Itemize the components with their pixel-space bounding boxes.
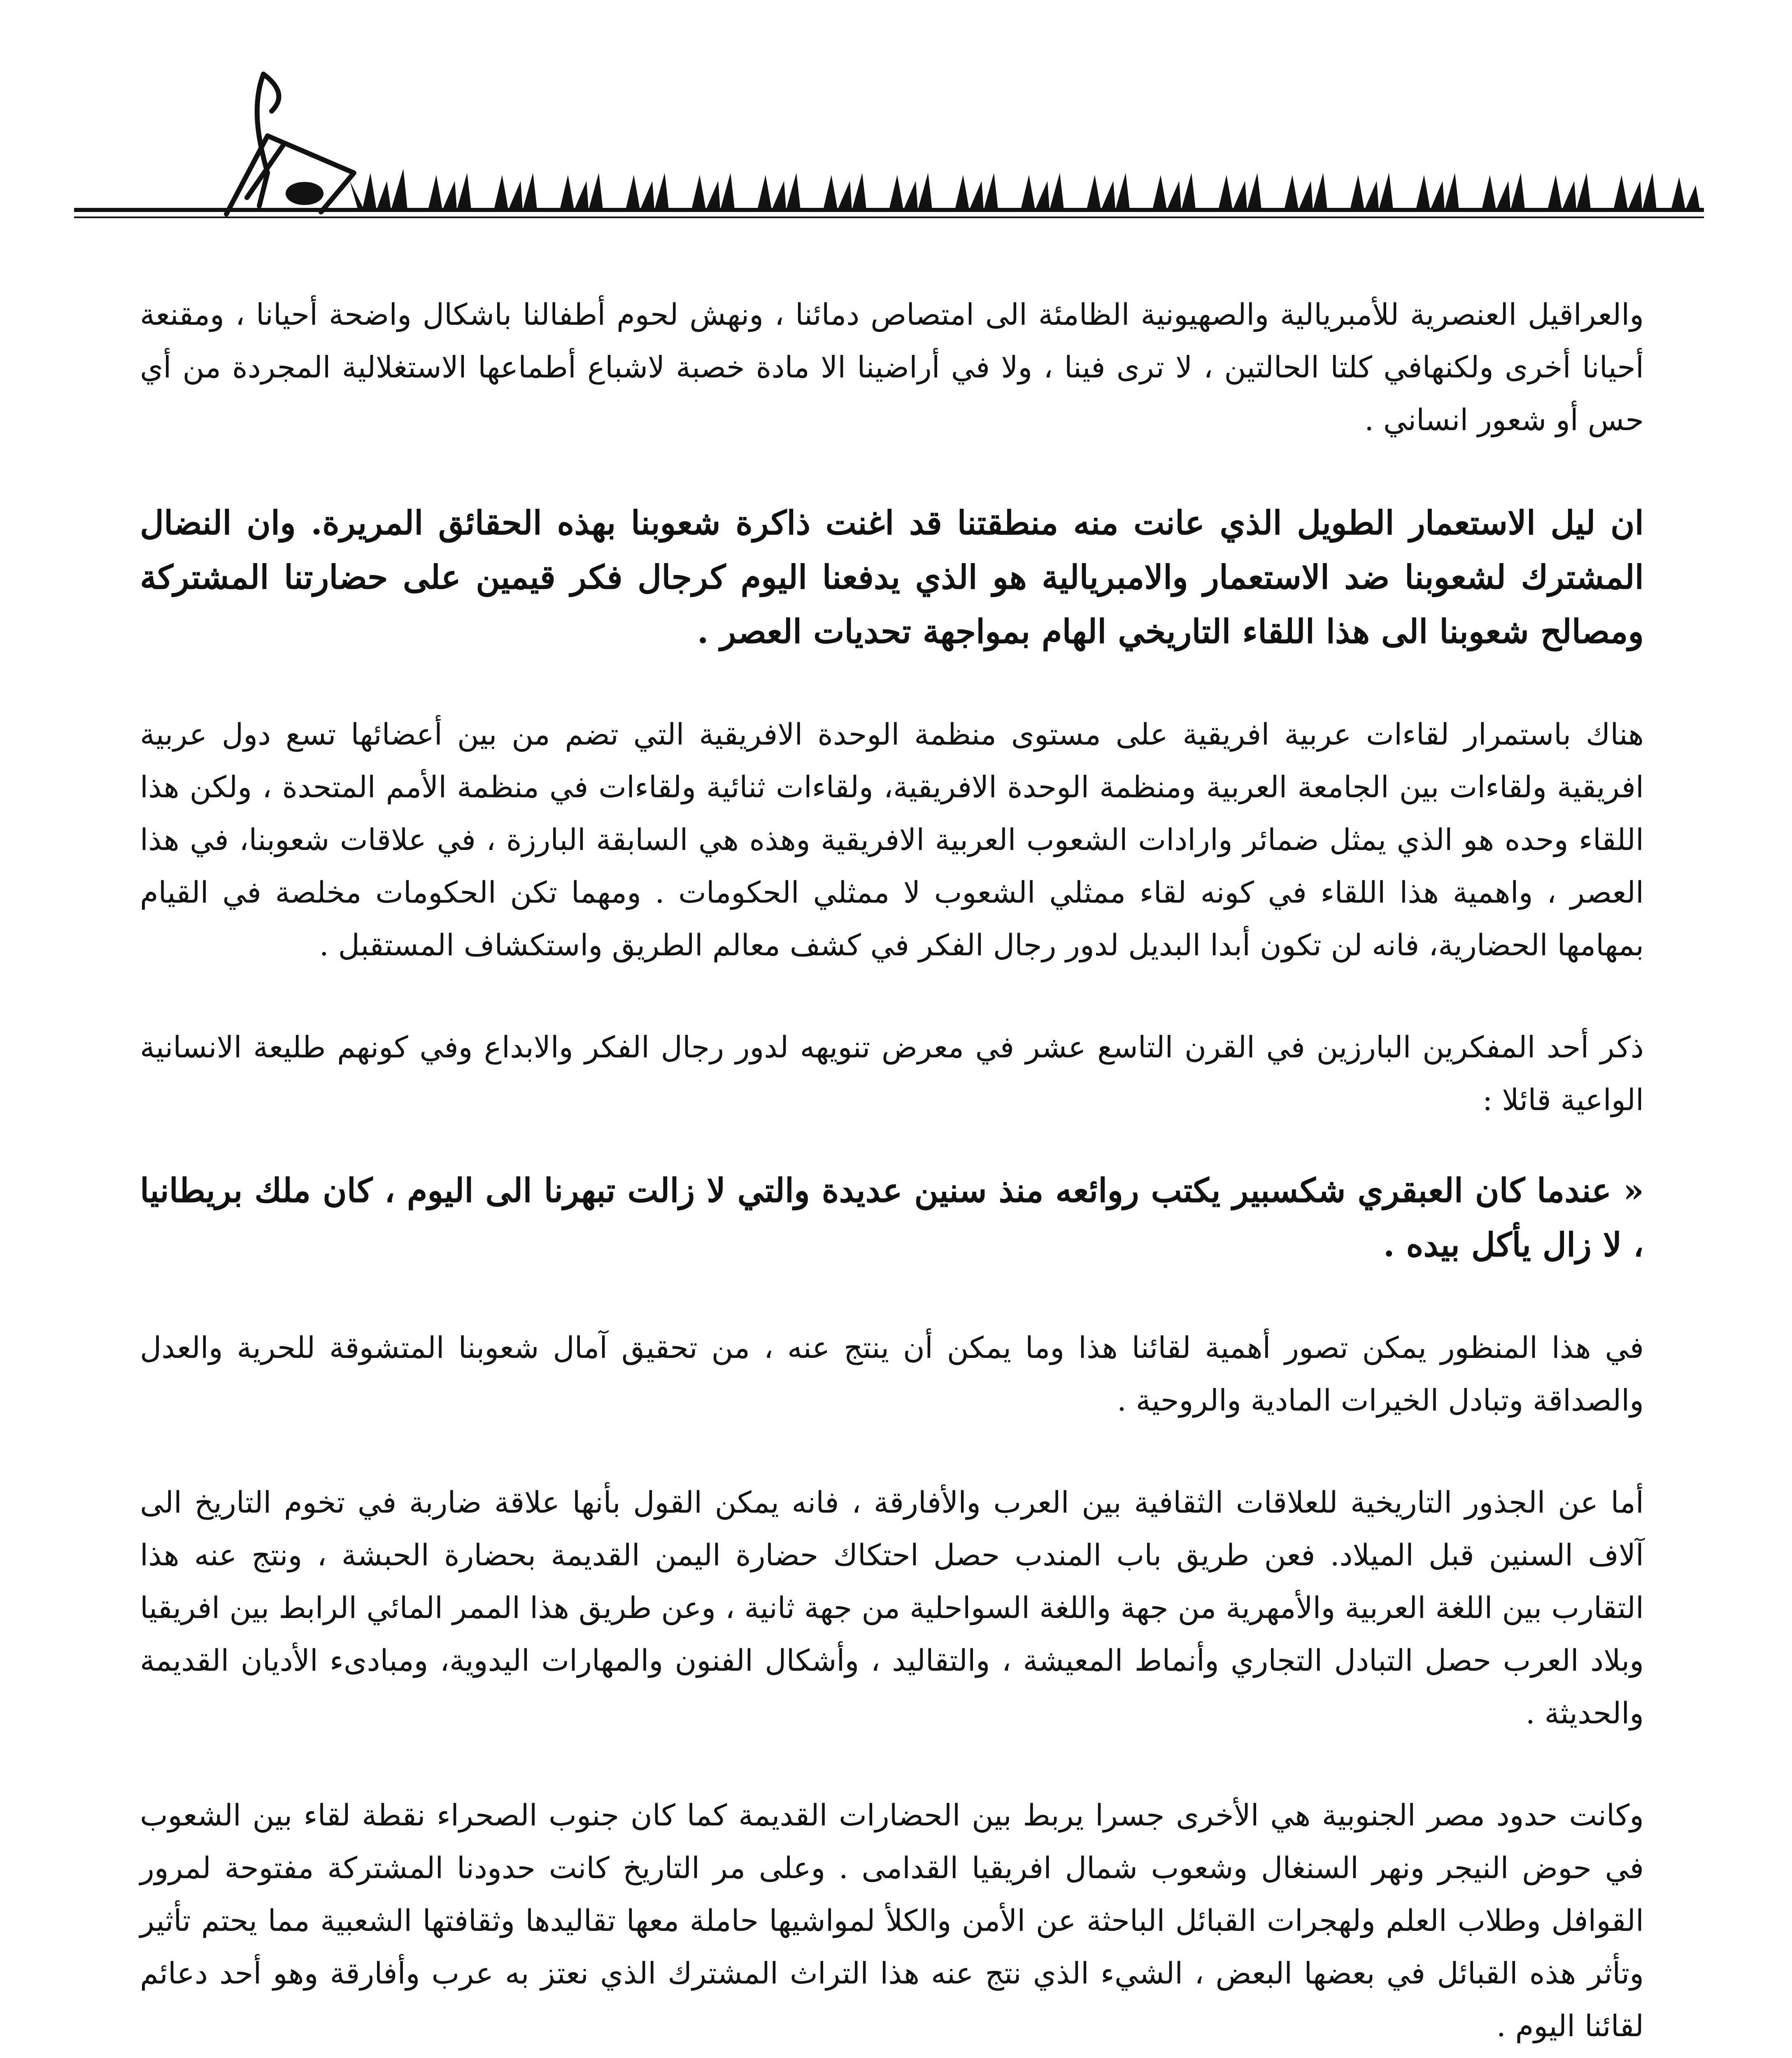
paragraph-4: ذكر أحد المفكرين البارزين في القرن التاسع عشر في معرض تنويهه لدور رجال الفكر والابداع وفي كونهم طليعة الانسانية الواعية قائلا : (140, 1030, 1644, 1117)
article-body (140, 288, 1644, 2058)
paragraph-3: هناك باستمرار لقاءات عربية افريقية على مستوى منظمة الوحدة الافريقية التي تضم من بين أعضائها تسع دول عربية افريقية ولقاءات بين الجامعة العربية ومنظمة الوحدة الافريقية، ولقاءات ثنائية ولقاءات في منظمة الأمم المتحدة ، ولكن هذا اللقاء وحده هو الذي يمثل ضمائر وارادات الشعوب العربية الافريقية وهذه هي السابقة البارزة ، في علاقات شعوبنا، في هذا العصر ، واهمية هذا اللقاء في كونه لقاء ممثلي الشعوب لا ممثلي الحكومات . ومهما تكن الحكومات مخلصة في القيام بمهامها الحضارية، فانه لن تكون أبدا البديل لدور رجال الفكر في كشف معالم الطريق واستكشاف المستقبل . (140, 717, 1644, 962)
quill-ornament-icon (74, 49, 1704, 230)
header-ornament (74, 49, 1704, 230)
quote-paragraph: « عندما كان العبقري شكسبير يكتب روائعه منذ سنين عديدة والتي لا زالت تبهرنا الى اليوم ، كان ملك بريطانيا ، لا زال يأكل بيده . (140, 1171, 1644, 1264)
paragraph-6: في هذا المنظور يمكن تصور أهمية لقائنا هذا وما يمكن أن ينتج عنه ، من تحقيق آمال شعوبنا المتشوقة للحرية والعدل والصداقة وتبادل الخيرات المادية والروحية . (140, 1330, 1644, 1418)
paragraph-7: أما عن الجذور التاريخية للعلاقات الثقافية بين العرب والأفارقة ، فانه يمكن القول بأنها علاقة ضاربة في تخوم التاريخ الى آلاف السنين قبل الميلاد. فعن طريق باب المندب حصل احتكاك حضارة اليمن القديمة بحضارة الحبشة ، ونتج عنه هذا التقارب بين اللغة العربية والأمهرية من جهة واللغة السواحلية من جهة ثانية ، وعن طريق هذا الممر المائي الرابط بين افريقيا وبلاد العرب حصل التبادل التجاري وأنماط المعيشة ، والتقاليد ، وأشكال الفنون والمهارات اليدوية، ومبادىء الأديان القديمة والحديثة . (140, 1485, 1644, 1730)
paragraph-8: وكانت حدود مصر الجنوبية هي الأخرى جسرا يربط بين الحضارات القديمة كما كان جنوب الصحراء نقطة لقاء بين الشعوب في حوض النيجر ونهر السنغال وشعوب شمال افريقيا القدامى . وعلى مر التاريخ كانت حدودنا المشتركة مفتوحة لمرور القوافل وطلاب العلم ولهجرات القبائل الباحثة عن الأمن والكلأ لمواشيها حاملة معها تقاليدها وثقافتها الشعبية مما يحتم تأثير وتأثر هذه القبائل في بعضها البعض ، الشيء الذي نتج عنه هذا التراث المشترك الذي نعتز به عرب وأفارقة وهو أحد دعائم لقائنا اليوم . (140, 1798, 1644, 2043)
paragraph-1: والعراقيل العنصرية للأمبريالية والصهيونية الظامئة الى امتصاص دمائنا ، ونهش لحوم أطفالنا باشكال واضحة أحيانا ، ومقنعة أحيانا أخرى ولكنهافي كلتا الحالتين ، لا ترى فينا ، ولا في أراضينا الا مادة خصبة لاشباع أطماعها الاستغلالية المجردة من أي حس أو شعور انساني . (140, 297, 1644, 437)
paragraph-2: ان ليل الاستعمار الطويل الذي عانت منه منطقتنا قد اغنت ذاكرة شعوبنا بهذه الحقائق المريرة. وان النضال المشترك لشعوبنا ضد الاستعمار والامبريالية هو الذي يدفعنا اليوم كرجال فكر قيمين على حضارتنا المشتركة ومصالح شعوبنا الى هذا اللقاء التاريخي الهام بمواجهة تحديات العصر . (140, 503, 1644, 651)
